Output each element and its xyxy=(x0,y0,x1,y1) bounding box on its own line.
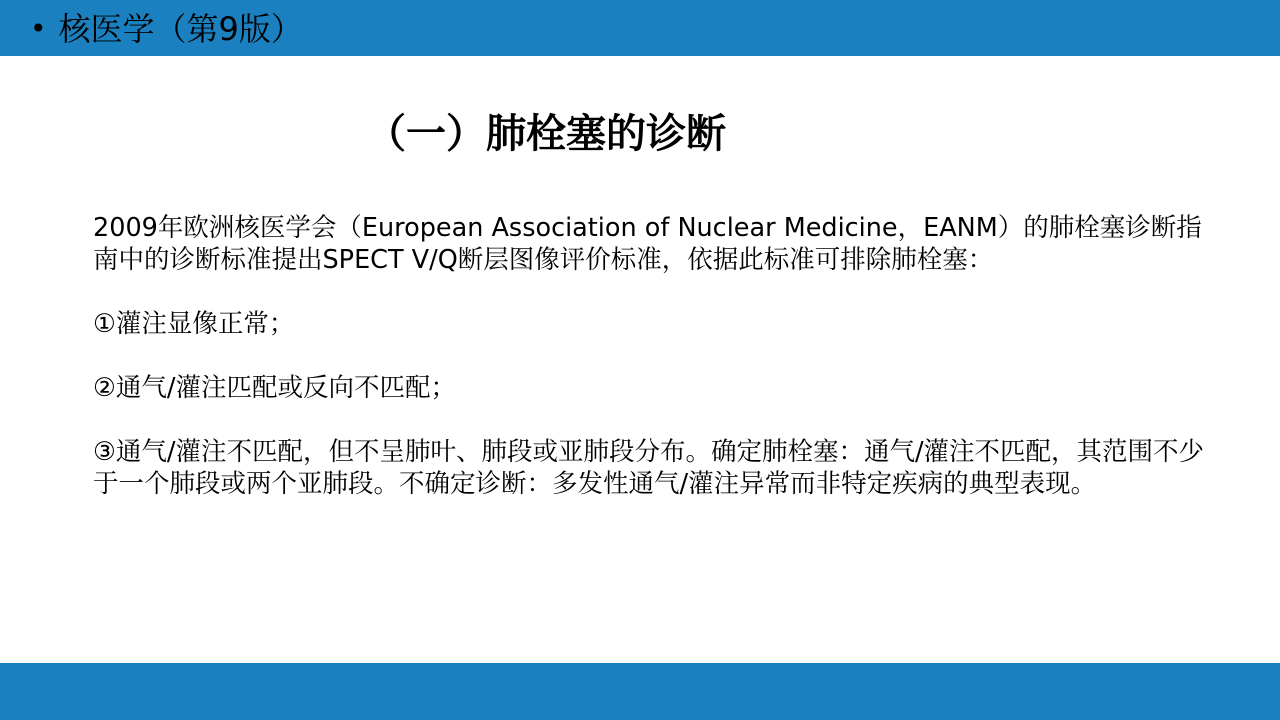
header xyxy=(30,6,303,52)
footer-bar xyxy=(0,663,1280,720)
header-title: 核医学（第9版） xyxy=(58,10,303,48)
criterion-3: ③通气/灌注不匹配，但不呈肺叶、肺段或亚肺段分布。确定肺栓塞：通气/灌注不匹配，其范围不少于一个肺段或两个亚肺段。不确定诊断：多发性通气/灌注异常而非特定疾病的典型表现。 xyxy=(93,437,1205,499)
spacer xyxy=(93,340,1223,372)
intro-paragraph: 2009年欧洲核医学会（European Association of Nuclear Medicine，EANM）的肺栓塞诊断指南中的诊断标准提出SPECT V/Q断层图像评价标准，依据此标准可排除肺栓塞： xyxy=(93,213,1202,275)
slide-title: （一）肺栓塞的诊断 xyxy=(366,111,726,157)
slide-body xyxy=(93,212,1223,500)
spacer xyxy=(93,404,1223,436)
spacer xyxy=(93,276,1223,308)
criterion-1: ①灌注显像正常； xyxy=(93,309,295,339)
header-bullet: • xyxy=(30,12,47,45)
criterion-2: ②通气/灌注匹配或反向不匹配； xyxy=(93,373,456,403)
